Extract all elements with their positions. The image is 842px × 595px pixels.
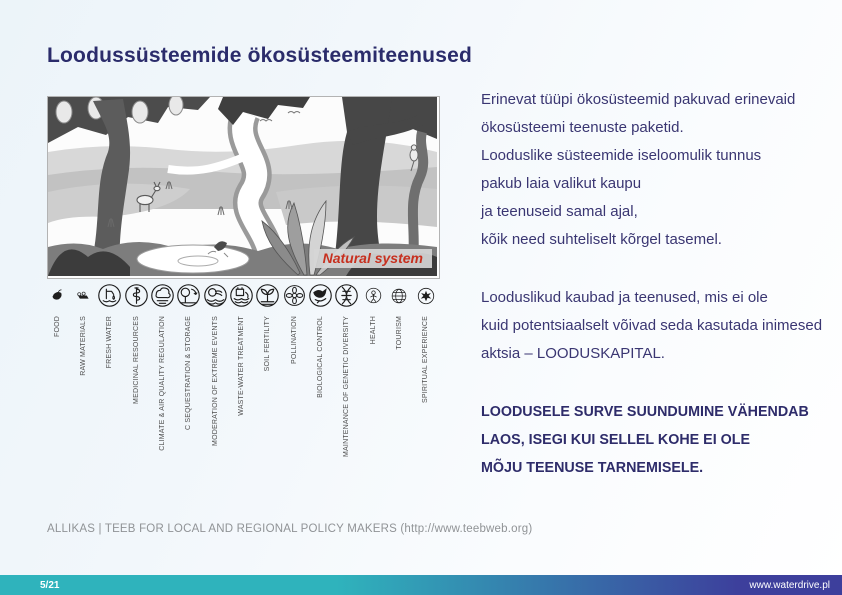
service-label: MAINTENANCE OF GENETIC DIVERSITY [343,316,351,457]
body-line: Erinevat tüüpi ökosüsteemid pakuvad erinevaid [481,91,796,108]
paragraph-2 [481,284,833,368]
paragraph-1 [481,86,833,254]
body-text [481,86,833,482]
body-line: Looduslike süsteemide iseloomulik tunnus [481,147,762,164]
footer-bar [0,575,842,595]
body-line: kõik need suhteliselt kõrgel tasemel. [481,231,722,248]
service-label: SOIL FERTILITY [264,316,272,372]
spiritual-experience-icon [417,287,435,310]
food-icon [50,288,65,308]
body-line: LAOS, ISEGI KUI SELLEL KOHE EI OLE [481,432,751,448]
service-label: MEDICINAL RESOURCES [132,316,140,404]
service-label: HEALTH [369,316,377,345]
genetic-diversity-icon [334,283,359,313]
pollination-icon [283,284,306,312]
biological-control-icon [308,283,333,313]
page-number: 5/21 [40,579,60,591]
paragraph-3-emphasis [481,398,833,482]
body-line: ja teenuseid samal ajal, [481,203,638,220]
climate-air-quality-icon [150,283,175,313]
extreme-events-icon [203,283,228,313]
source-attribution: ALLIKAS | TEEB FOR LOCAL AND REGIONAL POLICY MAKERS (http://www.teebweb.org) [47,523,533,535]
service-label: FOOD [53,316,61,338]
service-label: BIOLOGICAL CONTROL [316,316,324,398]
waste-water-treatment-icon [229,283,254,313]
website-url: www.waterdrive.pl [749,579,830,591]
service-label: RAW MATERIALS [79,316,87,376]
service-label: SPIRITUAL EXPERIENCE [422,316,430,403]
tourism-icon [391,288,407,309]
carbon-sequestration-icon [176,283,201,313]
service-label: TOURISM [395,316,403,350]
medicinal-resources-icon [124,283,149,313]
page-title: Loodussüsteemide ökosüsteemiteenused [47,44,472,67]
service-icon-row [44,284,439,312]
service-label: C SEQUESTRATION & STORAGE [185,316,193,431]
soil-fertility-icon [255,283,280,313]
body-line: pakub laia valikut kaupu [481,175,642,192]
service-label: MODERATION OF EXTREME EVENTS [211,316,219,446]
health-icon [365,287,382,309]
body-line: LOODUSELE SURVE SUUNDUMINE VÄHENDAB [481,404,809,420]
service-label: FRESH WATER [106,316,114,369]
body-line: kuid potentsiaalselt võivad seda kasutada inimesed [481,317,823,334]
natural-system-figure [47,96,440,279]
raw-materials-icon [75,288,91,308]
service-label: POLLINATION [290,316,298,364]
fresh-water-icon [97,283,122,313]
natural-system-caption: Natural system [314,249,432,268]
body-line: MÕJU TEENUSE TARNEMISELE. [481,460,704,476]
service-label-row [44,316,439,476]
body-line: Looduslikud kaubad ja teenused, mis ei ole [481,289,768,306]
body-line: ökosüsteemi teenuste paketid. [481,119,684,136]
body-line: aktsia – LOODUSKAPITAL. [481,345,665,362]
service-label: CLIMATE & AIR QUALITY REGULATION [158,316,166,451]
service-label: WASTE-WATER TREATMENT [237,316,245,416]
